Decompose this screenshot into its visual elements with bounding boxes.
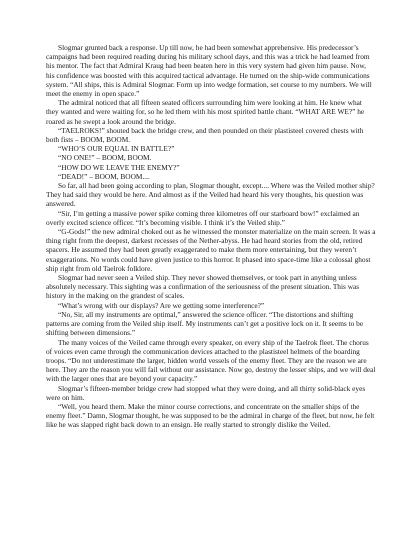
paragraph: “Sir, I’m getting a massive power spike coming three kilometres off our starboard bow!” exclaimed an overly excited science officer. “It’s becoming visible. I think it’s the Veiled ship.” <box>46 208 360 227</box>
paragraph: The admiral noticed that all fifteen seated officers surrounding him were looking at him. He knew what they wanted and were waiting for, so he led them with his most spirited battle chant. “WHAT ARE WE?” he roared as he swept a look around the bridge. <box>46 98 365 126</box>
paragraph: “WHO’S OUR EQUAL IN BATTLE?” <box>58 144 175 154</box>
paragraph: “Well, you heard them. Make the minor course corrections, and concentrate on the smaller ships of the enemy fleet.” Damn, Slogmar thought, he was supposed to be the admiral in charge of the fleet, but now, he felt like he was slapped right back down to an ensign. He really started to strongly dislike the Veiled. <box>46 401 375 430</box>
paragraph: “HOW DO WE LEAVE THE ENEMY?” <box>58 162 180 172</box>
paragraph: “TAELROKS!” shouted back the bridge crew, and then pounded on their plastisteel covered chests with both fists – BOOM, BOOM. <box>46 125 364 145</box>
paragraph: So far, all had been going according to plan, Slogmar thought, except.... Where was the Veiled mother ship? They had said they would be here. And almost as if the Veiled had heard his very thoughts, his question was answered. <box>46 181 375 209</box>
paragraph: “G-Gods!” the new admiral choked out as he witnessed the monster materialize on the main screen. It was a thing right from the deepest, darkest recesses of the Nether-abyss. He had heard stories from the old, retired spacers. He assumed they had been greatly exaggerated to make them more entertaining, but they weren’t exaggerations. No words could have given justice to this horror. It phased into space-time like a colossal ghost ship right from old Taelrok folklore. <box>46 227 376 273</box>
paragraph: Slogmar had never seen a Veiled ship. They never showed themselves, or took part in anything unless absolutely necessary. This sighting was a confirmation of the seriousness of the present situation. This was history in the making on the grandest of scales. <box>46 273 360 301</box>
paragraph: Slogmar’s fifteen-member bridge crew had stopped what they were doing, and all thirty solid-black eyes were on him. <box>46 383 366 402</box>
paragraph: “What’s wrong with our displays? Are we getting some interference?” <box>58 300 265 310</box>
paragraph: “DEAD!” – BOOM, BOOM.... <box>58 171 150 181</box>
paragraph: Slogmar grunted back a response. Up till now, he had been somewhat apprehensive. His predecessor’s campaigns had been required reading during his military school days, and this was a trick he had learned from his mentor. The fact that Admiral Kraug had been beaten here in this very system had given him pause. Now, his confidence was boosted with this acquired tactical advantage. He turned on the ship-wide communications system. “All ships, this is Admiral Slogmar. Form up into wedge formation, set course to my numbers. We will meet the enemy in open space.” <box>46 43 372 99</box>
paragraph: The many voices of the Veiled came through every speaker, on every ship of the Taelrok fleet. The chorus of voices even came through the communication devices attached to the plastisteel helmets of the boarding troops. “Do not underestimate the larger, hidden world vessels of the enemy fleet. They are the reason we are here. They are the reason you will fail without our assistance. Now go, destroy the lesser ships, and we will deal with the larger ones that are beyond your capacity.” <box>46 337 376 384</box>
paragraph: “No, Sir, all my instruments are optimal,” answered the science officer. “The distortions and shifting patterns are coming from the Veiled ship itself. My instruments can’t get a positive lock on it. It seems to be shifting between dimensions.” <box>46 309 364 338</box>
paragraph: “NO ONE!” – BOOM, BOOM. <box>58 153 152 163</box>
body-text <box>46 43 376 430</box>
